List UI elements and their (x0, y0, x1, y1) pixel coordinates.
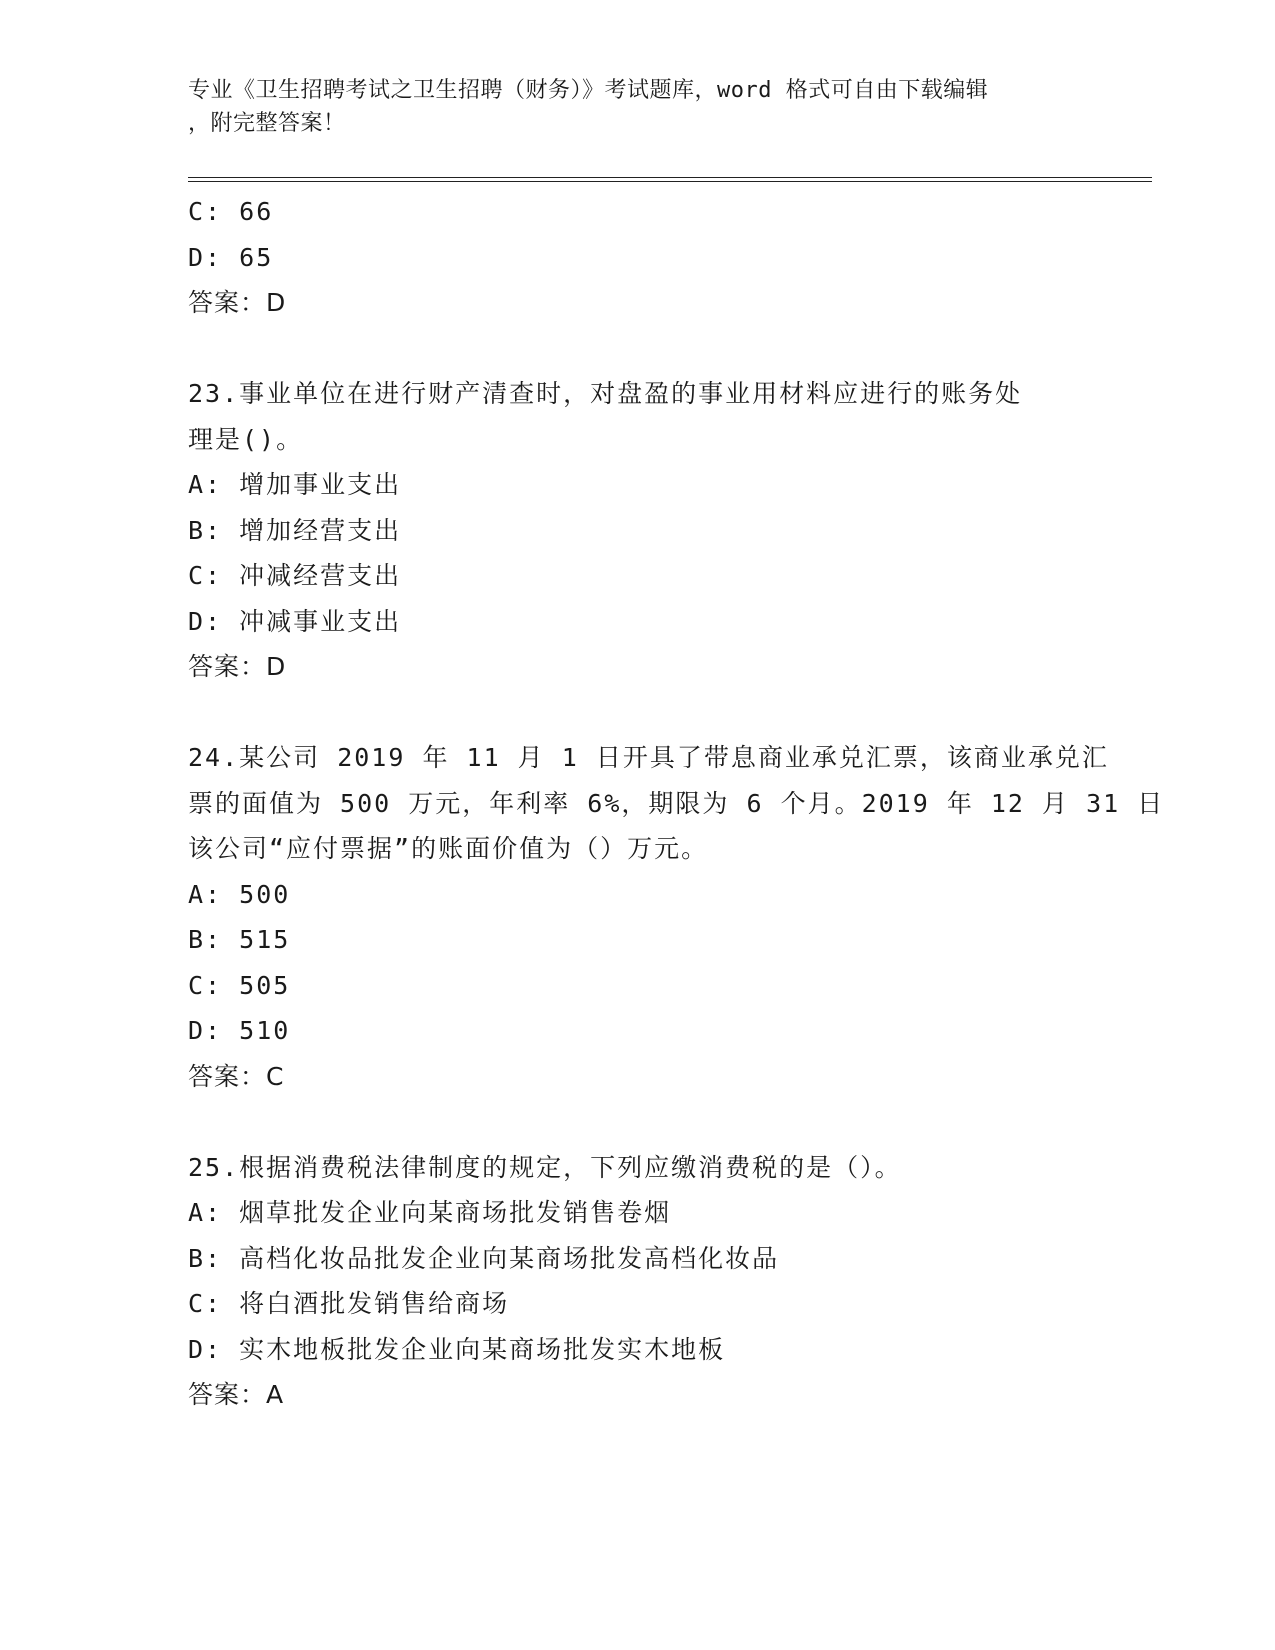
spacer (188, 1099, 1088, 1145)
spacer (188, 690, 1088, 736)
question-24 (188, 735, 1165, 1099)
question-25 (188, 1145, 1088, 1418)
question-content (188, 189, 1165, 1418)
header-line-1: 专业《卫生招聘考试之卫生招聘（财务）》考试题库，word 格式可自由下载编辑 (188, 78, 989, 103)
option-d: D: 510 (188, 1016, 291, 1045)
answer-line: 答案：C (188, 1061, 285, 1091)
option-c: C: 66 (188, 197, 274, 226)
option-d: D: 65 (188, 242, 274, 272)
option-a: A: 500 (188, 879, 291, 909)
spacer (188, 326, 1088, 372)
option-c: C: 将白酒批发销售给商场 (188, 1289, 510, 1318)
header-line-2: ，附完整答案！ (188, 111, 346, 136)
answer-line: 答案：A (188, 1380, 285, 1409)
option-c: C: 冲减经营支出 (188, 561, 402, 590)
question-stem-line: 该公司“应付票据”的账面价值为（）万元。 (188, 834, 709, 863)
header-divider-top (188, 177, 1152, 178)
answer-line: 答案：D (188, 288, 287, 317)
question-stem-line: 票的面值为 500 万元，年利率 6%，期限为 6 个月。2019 年 12 月 31 日 (188, 788, 1165, 818)
option-a: A: 烟草批发企业向某商场批发销售卷烟 (188, 1198, 672, 1227)
answer-line: 答案：D (188, 652, 287, 681)
document-header (188, 74, 1068, 140)
header-divider-bottom (188, 181, 1152, 182)
question-stem-line: 23.事业单位在进行财产清查时，对盘盈的事业用材料应进行的账务处 (188, 379, 1023, 408)
option-a: A: 增加事业支出 (188, 470, 402, 499)
option-b: B: 515 (188, 925, 291, 954)
option-d: D: 冲减事业支出 (188, 606, 402, 636)
question-23 (188, 371, 1088, 690)
option-d: D: 实木地板批发企业向某商场批发实木地板 (188, 1334, 726, 1364)
question-stem-line: 25.根据消费税法律制度的规定，下列应缴消费税的是（）。 (188, 1152, 902, 1182)
option-b: B: 高档化妆品批发企业向某商场批发高档化妆品 (188, 1243, 780, 1273)
question-stem-line: 24.某公司 2019 年 11 月 1 日开具了带息商业承兑汇票，该商业承兑汇 (188, 743, 1109, 772)
question-22-tail (188, 189, 1088, 326)
option-b: B: 增加经营支出 (188, 515, 402, 545)
option-c: C: 505 (188, 970, 291, 1000)
question-stem-line: 理是()。 (188, 424, 304, 454)
